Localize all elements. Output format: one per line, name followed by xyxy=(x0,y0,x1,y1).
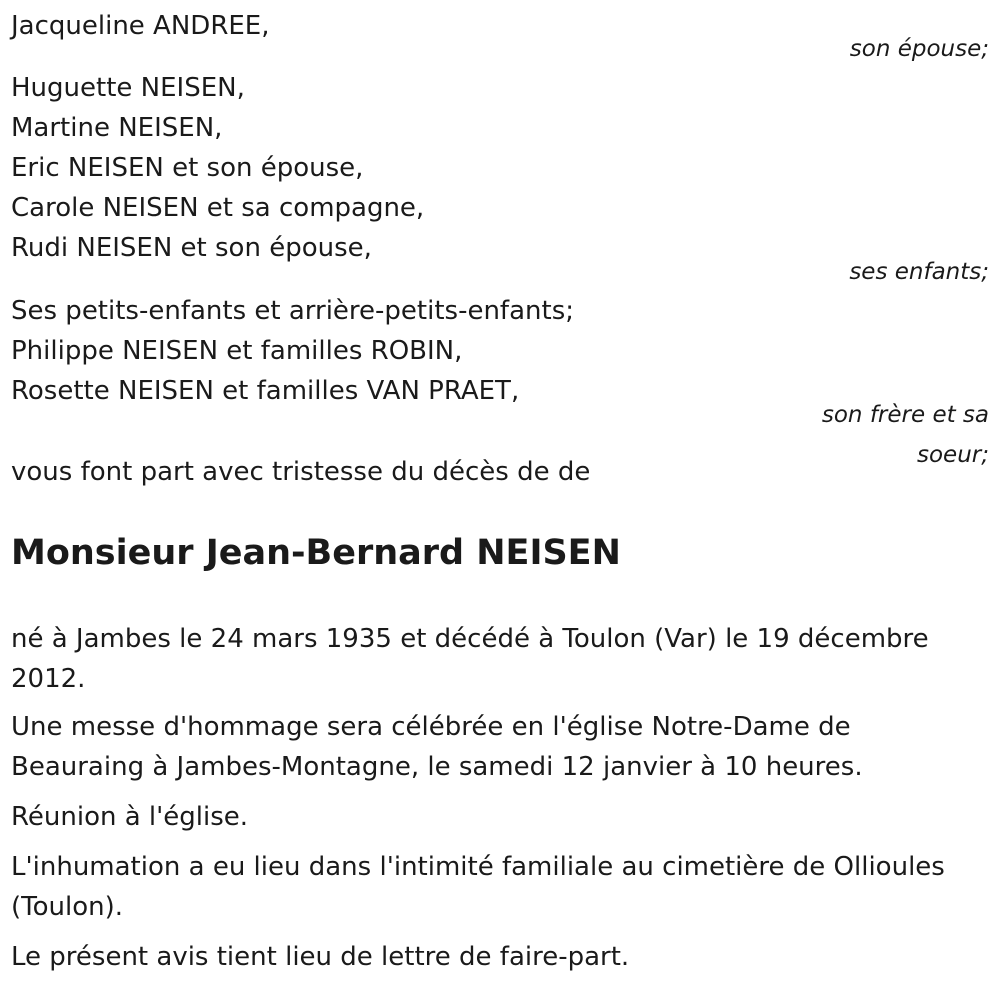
deceased-name: Monsieur Jean-Bernard NEISEN xyxy=(11,533,621,573)
announcement-line: vous font part avec tristesse du décès de de xyxy=(11,457,591,487)
child-name: Eric NEISEN et son épouse, xyxy=(11,153,364,183)
grandchildren-line: Ses petits-enfants et arrière-petits-enfants; xyxy=(11,296,574,326)
spouse-name: Jacqueline ANDREE, xyxy=(11,11,270,41)
meeting-paragraph: Réunion à l'église. xyxy=(11,802,249,832)
child-name: Martine NEISEN, xyxy=(11,113,223,143)
child-name: Rudi NEISEN et son épouse, xyxy=(11,233,372,263)
mass-paragraph: Une messe d'hommage sera célébrée en l'église Notre-Dame de Beauraing à Jambes-Montagne, le samedi 12 janvier à 10 heures. xyxy=(11,712,863,782)
children-relation: ses enfants; xyxy=(849,259,989,285)
siblings-relation-line1: son frère et sa xyxy=(821,402,989,428)
birth-death-paragraph: né à Jambes le 24 mars 1935 et décédé à Toulon (Var) le 19 décembre 2012. xyxy=(11,624,929,694)
siblings-relation-line2: soeur; xyxy=(917,442,989,468)
spouse-relation: son épouse; xyxy=(849,36,989,62)
burial-paragraph: L'inhumation a eu lieu dans l'intimité familiale au cimetière de Ollioules (Toulon). xyxy=(11,852,945,922)
sibling-name: Philippe NEISEN et familles ROBIN, xyxy=(11,336,463,366)
child-name: Huguette NEISEN, xyxy=(11,73,245,103)
child-name: Carole NEISEN et sa compagne, xyxy=(11,193,425,223)
notice-paragraph: Le présent avis tient lieu de lettre de faire-part. xyxy=(11,942,630,972)
sibling-name: Rosette NEISEN et familles VAN PRAET, xyxy=(11,376,520,406)
